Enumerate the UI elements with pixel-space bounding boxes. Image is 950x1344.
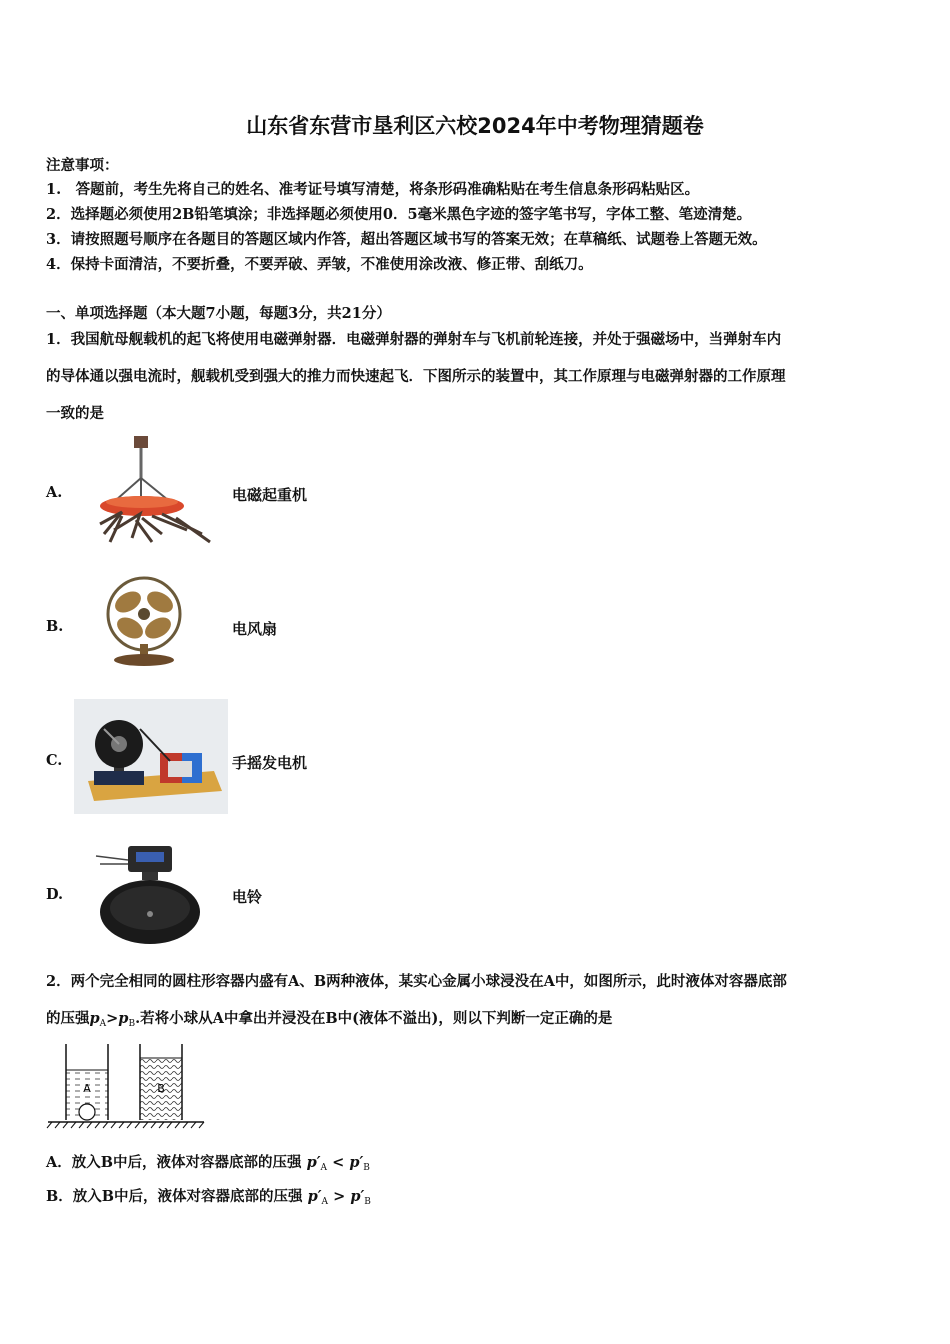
option-b-label: 电风扇 [232, 620, 278, 638]
q2-prefix: 的压强 [46, 1010, 90, 1027]
question-1-text: 1．我国航母舰载机的起飞将使用电磁弹射器．电磁弹射器的弹射车与飞机前轮连接，并处于强磁场中，当弹射车内 [46, 331, 782, 348]
section-heading: 一、单项选择题（本大题7小题，每题3分，共21分） [46, 305, 391, 322]
subscript-b: B [364, 1197, 371, 1207]
pressure-symbol: p′ [307, 1188, 322, 1205]
option-d-label: 电铃 [232, 888, 263, 906]
pressure-symbol: p [118, 1010, 129, 1027]
pressure-symbol: p [89, 1010, 100, 1027]
relation: < [332, 1154, 345, 1171]
greater-than: > [106, 1010, 119, 1027]
notice-item: 3．请按照题号顺序在各题目的答题区域内作答，超出答题区域书写的答案无效；在草稿纸、试题卷上答题无效。 [46, 231, 767, 248]
q2-option-a-text: A．放入B中后，液体对容器底部的压强 [46, 1154, 302, 1171]
subscript-b: B [128, 1019, 136, 1029]
container-b-label: B [157, 1082, 165, 1095]
subscript-a: A [320, 1163, 328, 1173]
subscript-b: B [363, 1163, 370, 1173]
option-b-letter[interactable]: B. [46, 618, 64, 635]
electric-bell-icon [94, 838, 206, 946]
pressure-symbol: p′ [350, 1188, 365, 1205]
question-2-text-line2 [46, 1007, 612, 1029]
electromagnetic-crane-icon [92, 434, 214, 546]
notice-heading: 注意事项： [46, 157, 119, 174]
option-c-label: 手摇发电机 [232, 754, 308, 772]
option-d-letter[interactable]: D. [46, 886, 64, 903]
hand-generator-icon [74, 699, 228, 814]
question-1-text: 一致的是 [46, 405, 104, 422]
q2-option-b[interactable] [46, 1185, 371, 1207]
pressure-symbol: p′ [306, 1154, 321, 1171]
option-c-letter[interactable]: C. [46, 752, 63, 769]
notice-item: 1. 答题前，考生先将自己的姓名、准考证号填写清楚，将条形码准确粘贴在考生信息条形码粘贴区。 [46, 181, 700, 198]
notice-item: 2．选择题必须使用2B铅笔填涂；非选择题必须使用0．5毫米黑色字迹的签字笔书写，字体工整、笔迹清楚。 [46, 206, 752, 223]
container-a-label: A [83, 1082, 91, 1095]
option-a-label: 电磁起重机 [232, 486, 308, 504]
notice-item: 4．保持卡面清洁，不要折叠，不要弄破、弄皱，不准使用涂改液、修正带、刮纸刀。 [46, 256, 593, 273]
question-1-text: 的导体通以强电流时，舰载机受到强大的推力而快速起飞．下图所示的装置中，其工作原理与电磁弹射器的工作原理 [46, 368, 786, 385]
subscript-a: A [99, 1019, 107, 1029]
q2-option-b-text: B．放入B中后，液体对容器底部的压强 [46, 1188, 303, 1205]
q2-suffix: .若将小球从A中拿出并浸没在B中(液体不溢出)，则以下判断一定正确的是 [135, 1010, 613, 1027]
question-2-text: 2．两个完全相同的圆柱形容器内盛有A、B两种液体，某实心金属小球浸没在A中，如图所示，此时液体对容器底部 [46, 973, 787, 990]
q2-option-a[interactable] [46, 1151, 370, 1173]
pressure-symbol: p′ [349, 1154, 364, 1171]
electric-fan-icon [98, 576, 194, 668]
option-a-letter[interactable]: A. [46, 484, 63, 501]
subscript-a: A [321, 1197, 329, 1207]
relation: > [333, 1188, 346, 1205]
containers-diagram [44, 1040, 208, 1132]
page-title: 山东省东营市垦利区六校2024年中考物理猜题卷 [246, 114, 704, 138]
